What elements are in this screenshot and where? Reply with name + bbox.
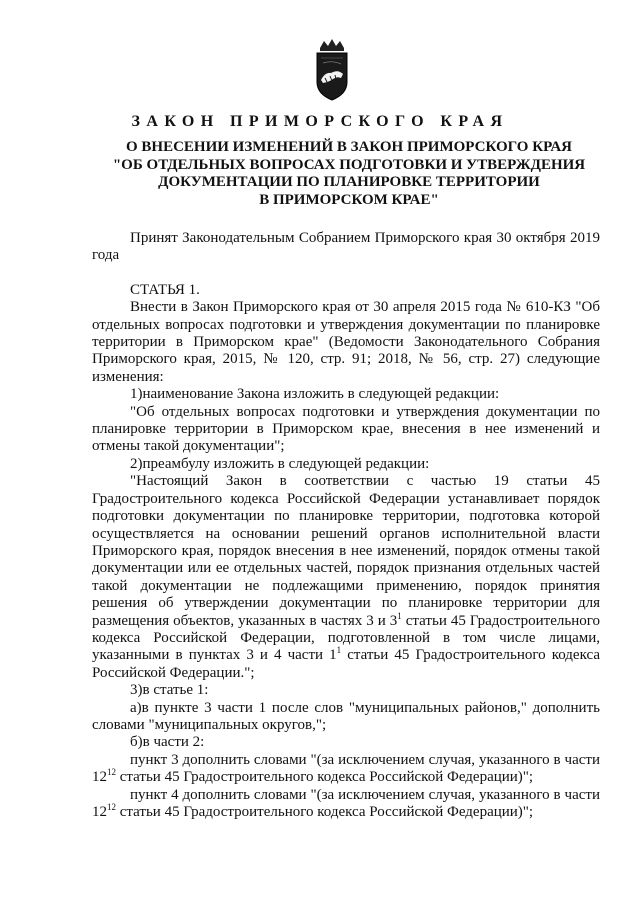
item-3-label: 3)в статье 1: xyxy=(130,682,209,699)
subject-line: О ВНЕСЕНИИ ИЗМЕНЕНИЙ В ЗАКОН ПРИМОРСКОГО КРАЯ xyxy=(126,139,572,155)
subject-line: В ПРИМОРСКОМ КРАЕ" xyxy=(259,191,439,208)
document-body xyxy=(92,230,600,821)
item-1-label: 1)наименование Закона изложить в следующей редакции: xyxy=(130,386,500,403)
item-3b-label: б)в части 2: xyxy=(130,734,205,751)
item-1-text: "Об отдельных вопросах подготовки и утверждения документации по планировке территории в Приморском крае, внесения в нее изменений и отмены такой документации"; xyxy=(92,403,600,455)
adoption-note: Принят Законодательным Собранием Приморского края 30 октября 2019 года xyxy=(92,230,600,264)
law-title: ЗАКОН ПРИМОРСКОГО КРАЯ xyxy=(131,113,509,130)
subject-line: ДОКУМЕНТАЦИИ ПО ПЛАНИРОВКЕ ТЕРРИТОРИИ xyxy=(158,174,540,190)
law-subject xyxy=(92,139,606,209)
item-3a: а)в пункте 3 части 1 после слов "муниципальных районов," дополнить словами "муниципальных округов,"; xyxy=(92,699,600,733)
article-heading: СТАТЬЯ 1. xyxy=(130,281,200,298)
item-3b-point-3: пункт 3 дополнить словами "(за исключением случая, указанного в части $12^{12}$ статьи 45 Градостроительного кодекса Российской Федерации)"; xyxy=(92,751,600,786)
item-2-text: "Настоящий Закон в соответствии с частью 19 статьи 45 Градостроительного кодекса Российской Федерации устанавливает порядок подготовки документации по планировке территории, подготовка которой осуществляется на основании решений органов исполнительной власти Приморского края, порядок внесения в нее изменений, порядок отмены такой документации или ее отдельных частей, порядок признания отдельных частей такой документации не подлежащими применению, порядок принятия решения об утверждении документации по планировке территории для размещения объектов, указанных в частях 3 и $3^1$ статьи 45 Градостроительного кодекса Российской Федерации, подготовленной в том числе лицами, указанными в пунктах 3 и 4 части $1^1$ статьи 45 Градостроительного кодекса Российской Федерации."; xyxy=(92,473,600,681)
subject-line: "ОБ ОТДЕЛЬНЫХ ВОПРОСАХ ПОДГОТОВКИ И УТВЕРЖДЕНИЯ xyxy=(112,156,586,173)
item-2-label: 2)преамбулу изложить в следующей редакции: xyxy=(130,455,430,472)
article-intro: Внести в Закон Приморского края от 30 апреля 2015 года № 610-КЗ "Об отдельных вопросах подготовки и утверждения документации по планировке территории в Приморском крае" (Ведомости Законодательного Собрания Приморского края, 2015, № 120, стр. 91; 2018, № 56, стр. 27) следующие изменения: xyxy=(92,299,600,385)
coat-of-arms-icon xyxy=(311,38,353,102)
item-3b-point-4: пункт 4 дополнить словами "(за исключением случая, указанного в части $12^{12}$ статьи 45 Градостроительного кодекса Российской Федерации)"; xyxy=(92,786,600,820)
